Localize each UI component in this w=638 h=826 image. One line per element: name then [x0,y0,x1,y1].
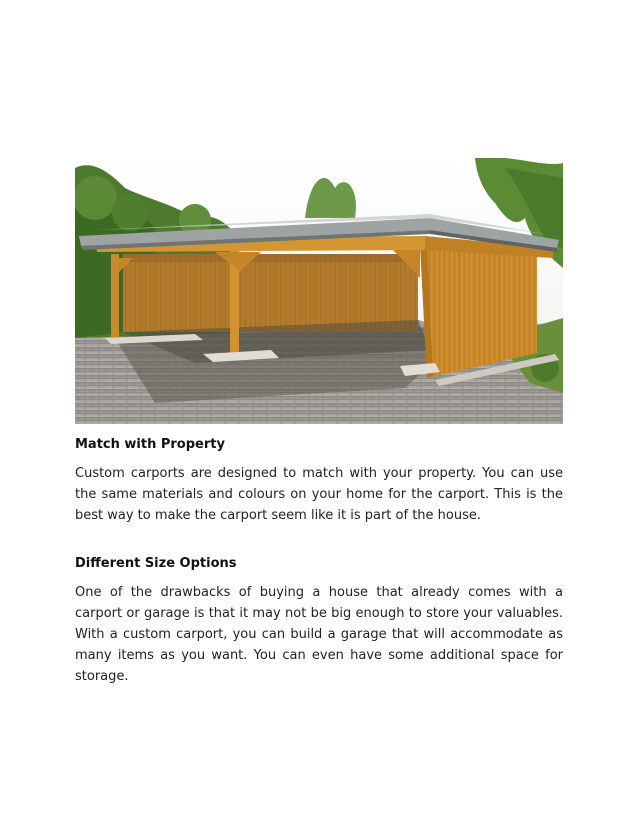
section-heading-different-size-options: Different Size Options [75,556,237,571]
carport-illustration [75,158,563,424]
section-body-match-with-property: Custom carports are designed to match with your property. You can use the same materials and colours on your home for the carport. This is the best way to make the carport seem like it is part of the house. [75,466,563,523]
section-heading-match-with-property: Match with Property [75,437,225,452]
carport-photo [75,158,563,424]
section-body-different-size-options: One of the drawbacks of buying a house that already comes with a carport or garage is that it may not be big enough to store your valuables. With a custom carport, you can build a garage that will accommodate as many items as you want. You can even have some additional space for storage. [75,585,563,684]
